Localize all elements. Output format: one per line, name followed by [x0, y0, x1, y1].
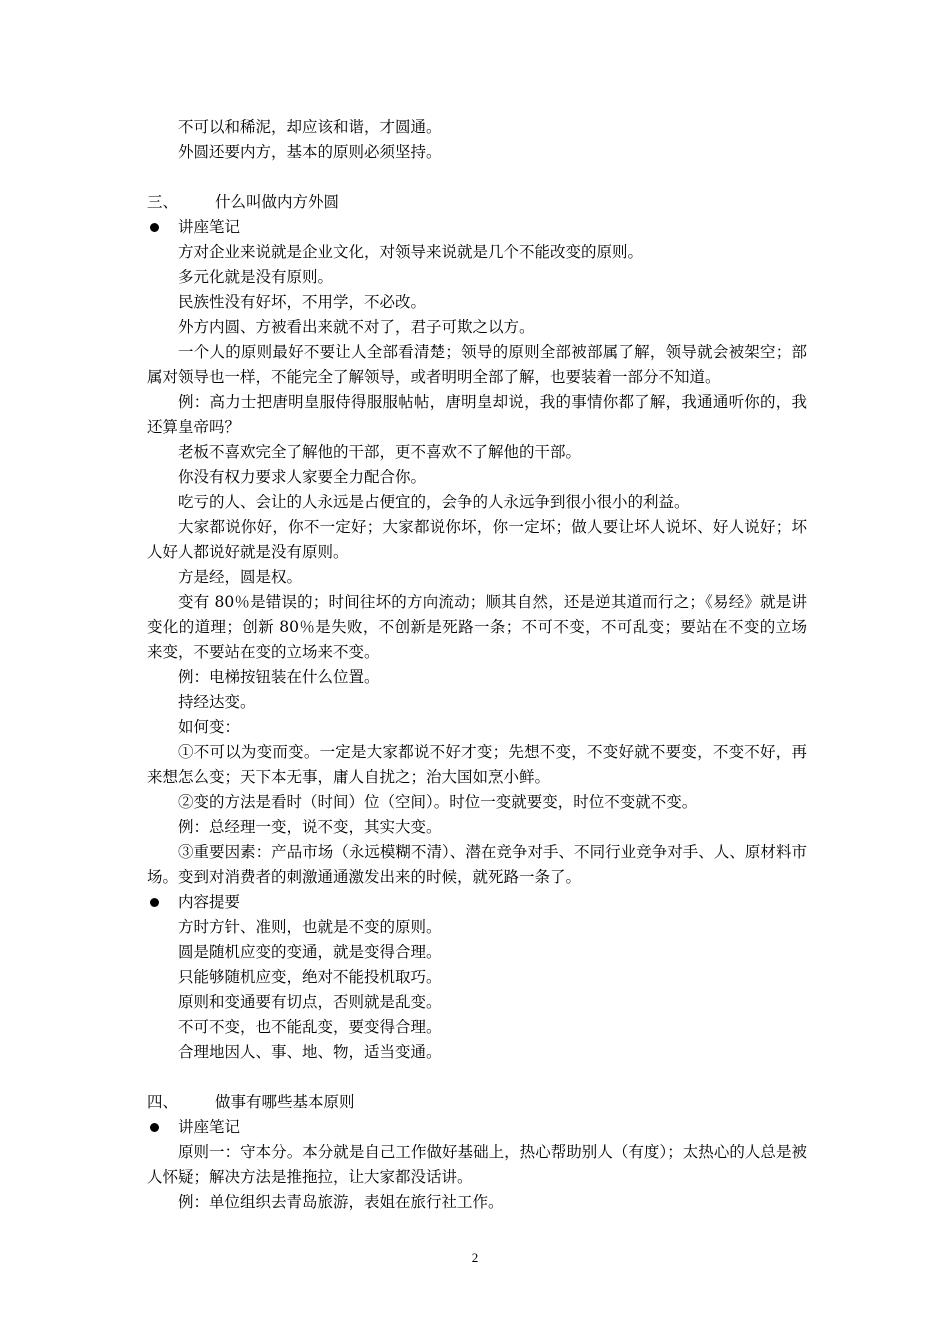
- paragraph: 例：总经理一变，说不变，其实大变。: [178, 818, 442, 836]
- paragraph: 老板不喜欢完全了解他的干部，更不喜欢不了解他的干部。: [178, 443, 582, 461]
- bullet-dot-icon: [150, 223, 159, 232]
- bullet-lecture-notes: [147, 215, 807, 240]
- document-body: [147, 115, 807, 1215]
- section-title: 什么叫做内方外圆: [215, 193, 340, 211]
- paragraph: 如何变：: [178, 718, 241, 736]
- paragraph: 不可以和稀泥，却应该和谐，才圆通。: [178, 118, 442, 136]
- bullet-lecture-notes: [147, 1115, 807, 1140]
- summary-line: 合理地因人、事、地、物，适当变通。: [178, 1043, 442, 1061]
- paragraph: 例：单位组织去青岛旅游，表姐在旅行社工作。: [178, 1193, 504, 1211]
- paragraph: 你没有权力要求人家要全力配合你。: [178, 468, 427, 486]
- section-heading-4: [147, 1090, 807, 1115]
- summary-line: 原则和变通要有切点，否则就是乱变。: [178, 993, 442, 1011]
- section-title: 做事有哪些基本原则: [215, 1093, 355, 1111]
- paragraph: 持经达变。: [178, 693, 256, 711]
- section-number: 四、: [147, 1093, 179, 1111]
- bullet-dot-icon: [150, 1123, 159, 1132]
- paragraph: 民族性没有好坏，不用学，不必改。: [178, 293, 427, 311]
- paragraph: 变有 80％是错误的；时间往坏的方向流动；顺其自然，还是逆其道而行之；《易经》就是讲变化的道理；创新 80％是失败，不创新是死路一条；不可不变，不可乱变；要站在不变的立场来变，不要站在变的立场来不变。: [147, 593, 807, 661]
- paragraph: 一个人的原则最好不要让人全部看清楚；领导的原则全部被部属了解，领导就会被架空；部属对领导也一样，不能完全了解领导，或者明明全部了解，也要装着一部分不知道。: [147, 343, 807, 386]
- paragraph: 外方内圆、方被看出来就不对了，君子可欺之以方。: [178, 318, 535, 336]
- paragraph: ②变的方法是看时（时间）位（空间）。时位一变就要变，时位不变就不变。: [178, 793, 698, 811]
- paragraph: 大家都说你好，你不一定好；大家都说你坏，你一定坏；做人要让坏人说坏、好人说好；坏人好人都说好就是没有原则。: [147, 518, 807, 561]
- paragraph: 吃亏的人、会让的人永远是占便宜的，会争的人永远争到很小很小的利益。: [178, 493, 690, 511]
- section-heading-3: [147, 190, 807, 215]
- paragraph: 方是经，圆是权。: [178, 568, 303, 586]
- paragraph: 原则一：守本分。本分就是自己工作做好基础上，热心帮助别人（有度）；太热心的人总是被人怀疑；解决方法是推拖拉，让大家都没话讲。: [147, 1143, 807, 1186]
- summary-line: 圆是随机应变的变通，就是变得合理。: [178, 943, 442, 961]
- paragraph: 例：电梯按钮装在什么位置。: [178, 668, 380, 686]
- paragraph: 例：高力士把唐明皇服侍得服服帖帖，唐明皇却说，我的事情你都了解，我通通听你的，我还算皇帝吗？: [147, 393, 807, 436]
- blank-line: [147, 165, 807, 190]
- section-number: 三、: [147, 193, 179, 211]
- paragraph: 多元化就是没有原则。: [178, 268, 334, 286]
- summary-line: 方时方针、准则，也就是不变的原则。: [178, 918, 442, 936]
- page-number: 2: [471, 1250, 479, 1265]
- bullet-label: 讲座笔记: [178, 1118, 241, 1136]
- blank-line: [147, 1065, 807, 1090]
- summary-line: 不可不变，也不能乱变，要变得合理。: [178, 1018, 442, 1036]
- paragraph: 外圆还要内方，基本的原则必须坚持。: [178, 143, 442, 161]
- bullet-content-summary: [147, 890, 807, 915]
- paragraph: 方对企业来说就是企业文化，对领导来说就是几个不能改变的原则。: [178, 243, 644, 261]
- paragraph: ①不可以为变而变。一定是大家都说不好才变；先想不变，不变好就不要变，不变不好，再来想怎么变；天下本无事，庸人自扰之；治大国如烹小鲜。: [147, 743, 807, 786]
- summary-line: 只能够随机应变，绝对不能投机取巧。: [178, 968, 442, 986]
- bullet-dot-icon: [150, 898, 159, 907]
- bullet-label: 讲座笔记: [178, 218, 241, 236]
- bullet-label: 内容提要: [178, 893, 241, 911]
- paragraph: ③重要因素：产品市场（永远模糊不清）、潜在竞争对手、不同行业竞争对手、人、原材料市场。变到对消费者的刺激通通激发出来的时候，就死路一条了。: [147, 843, 807, 886]
